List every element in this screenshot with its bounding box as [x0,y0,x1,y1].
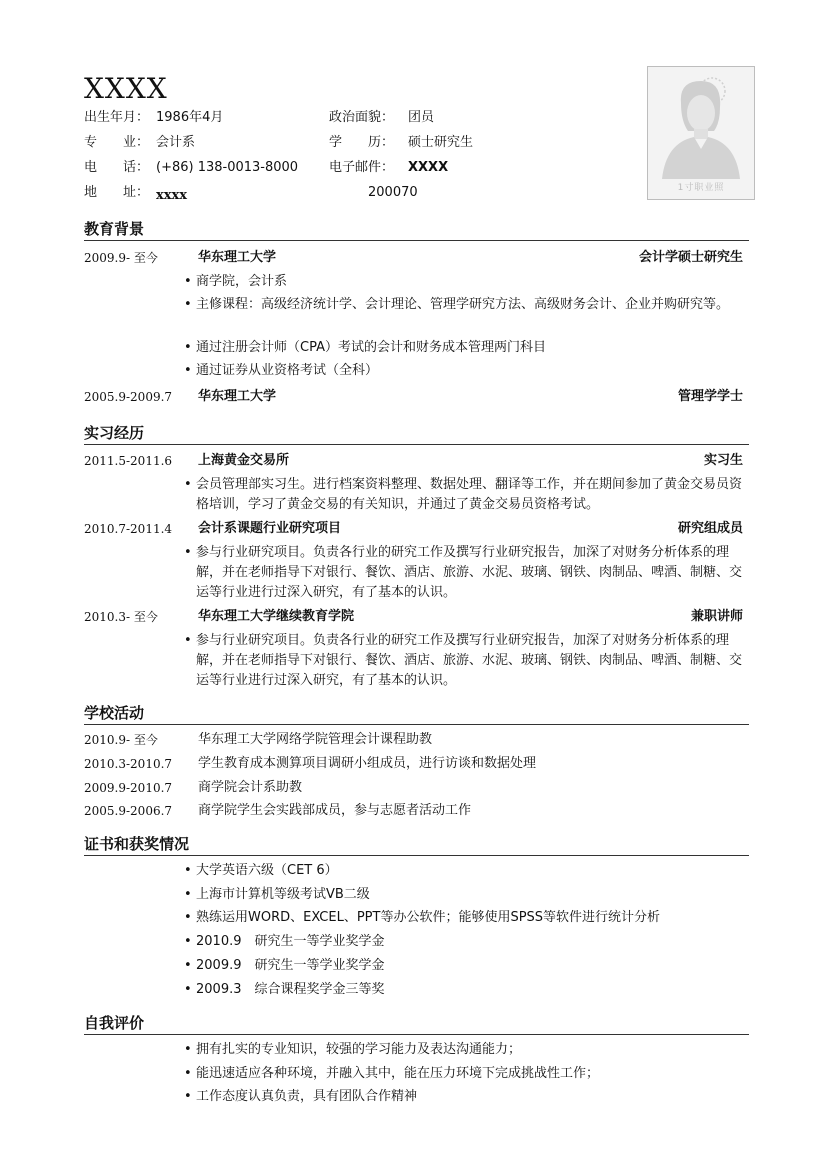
section-certs-title: 证书和获奖情况 [84,833,749,856]
list-item: • 会员管理部实习生。进行档案资料整理、数据处理、翻译等工作，并在期间参加了黄金交易员资格培训，学习了黄金交易的有关知识，并通过了黄金交易员资格考试。 [184,477,743,512]
bullet-icon: • [184,910,192,925]
bullet-icon: • [184,863,192,878]
section-internship-title: 实习经历 [84,422,749,445]
bullet-icon: • [184,274,192,289]
resume-name: XXXX [84,72,168,105]
list-item: • 通过证券从业资格考试（全科） [196,361,744,381]
section-self-title: 自我评价 [84,1012,749,1035]
entry-role: 研究组成员 [677,521,743,536]
list-item: • 参与行业研究项目。负责各行业的研究工作及撰写行业研究报告，加深了对财务分析体系的理解，并在老师指导下对银行、餐饮、酒店、旅游、水泥、玻璃、钢铁、肉制品、啤酒、制糖、交运等行业进行过深入研究，有了基本的认识。 [184,545,743,600]
bullet-icon: • [184,1042,192,1057]
list-item: • 拥有扎实的专业知识，较强的学习能力及表达沟通能力； [196,1040,744,1060]
entry-date: 2010.3-2010.7 [84,757,173,771]
entry-date: 2009.9- 至今 [84,251,158,265]
bullet-icon: • [184,633,192,648]
photo-caption: 1寸职业照 [677,183,725,193]
political-label: 政治面貌： [329,110,395,125]
bullet-icon: • [184,340,192,355]
photo-placeholder [647,66,755,200]
list-item: • 参与行业研究项目。负责各行业的研究工作及撰写行业研究报告，加深了对财务分析体系的理解，并在老师指导下对银行、餐饮、酒店、旅游、水泥、玻璃、钢铁、肉制品、啤酒、制糖、交运等行业进行过深入研究，有了基本的认识。 [184,633,743,688]
entry-org: 会计系课题行业研究项目 [198,521,342,536]
bullet-icon: • [184,477,192,492]
entry-role: 兼职讲师 [690,609,743,624]
entry-org: 华东理工大学继续教育学院 [198,609,355,624]
postcode: 200070 [368,185,418,200]
bullet-icon: • [184,982,192,997]
email-label: 电子邮件： [329,160,395,175]
list-item: • 能迅速适应各种环境，并融入其中，能在压力环境下完成挑战性工作； [196,1064,744,1084]
degree-label: 学 历： [329,135,395,150]
degree-value: 硕士研究生 [408,135,474,150]
bullet-icon: • [184,1066,192,1081]
birth-value: 1986年4月 [156,110,224,125]
bullet-icon: • [184,934,192,949]
entry-date: 2009.9-2010.7 [84,781,173,795]
activity-text: 学生教育成本测算项目调研小组成员，进行访谈和数据处理 [198,756,537,771]
address-row [84,184,187,202]
list-item: • 主修课程：高级经济统计学、会计理论、管理学研究方法、高级财务会计、企业并购研究等。 [196,295,744,315]
entry-org: 华东理工大学 [198,250,277,265]
entry-date: 2010.3- 至今 [84,610,158,624]
list-item: • 2010.9 研究生一等学业奖学金 [196,932,744,952]
activity-text: 商学院学生会实践部成员，参与志愿者活动工作 [198,803,472,818]
list-item: • 熟练运用WORD、EXCEL、PPT等办公软件；能够使用SPSS等软件进行统计分析 [196,908,744,928]
entry-role: 会计学硕士研究生 [638,250,743,265]
phone-row [84,159,298,177]
phone-label: 电 话： [84,160,150,175]
list-item: • 上海市计算机等级考试VB二级 [196,885,744,905]
political-value: 团员 [408,110,435,125]
section-activities-title: 学校活动 [84,702,749,725]
list-item: • 大学英语六级（CET 6） [196,861,744,881]
major-row [84,134,195,152]
bullet-icon: • [184,958,192,973]
entry-date: 2010.9- 至今 [84,733,158,747]
major-value: 会计系 [156,135,196,150]
email-row [329,159,448,177]
list-item: • 商学院，会计系 [196,272,744,292]
phone-value: (+86) 138-0013-8000 [156,160,299,175]
entry-date: 2005.9-2009.7 [84,390,173,404]
bullet-icon: • [184,887,192,902]
email-value: XXXX [408,160,449,175]
list-item: • 2009.3 综合课程奖学金三等奖 [196,980,744,1000]
list-item: • 通过注册会计师（CPA）考试的会计和财务成本管理两门科目 [196,338,744,358]
address-value: xxxx [156,188,188,203]
entry-date: 2010.7-2011.4 [84,522,173,536]
birth-row [84,109,223,127]
entry-org: 上海黄金交易所 [198,453,290,468]
list-item: • 2009.9 研究生一等学业奖学金 [196,956,744,976]
activity-text: 华东理工大学网络学院管理会计课程助教 [198,732,433,747]
activity-text: 商学院会计系助教 [198,780,303,795]
list-item: • 工作态度认真负责，具有团队合作精神 [196,1087,744,1107]
entry-role: 实习生 [703,453,743,468]
address-label: 地 址： [84,185,150,200]
section-education-title: 教育背景 [84,218,749,241]
political-row [329,109,434,127]
birth-label: 出生年月： [84,110,150,125]
entry-date: 2005.9-2006.7 [84,804,173,818]
bullet-icon: • [184,363,192,378]
bullet-icon: • [184,545,192,560]
major-label: 专 业： [84,135,150,150]
entry-org: 华东理工大学 [198,389,277,404]
entry-date: 2011.5-2011.6 [84,454,173,468]
bullet-icon: • [184,297,192,312]
entry-role: 管理学学士 [677,389,743,404]
bullet-icon: • [184,1089,192,1104]
degree-row [329,134,473,152]
